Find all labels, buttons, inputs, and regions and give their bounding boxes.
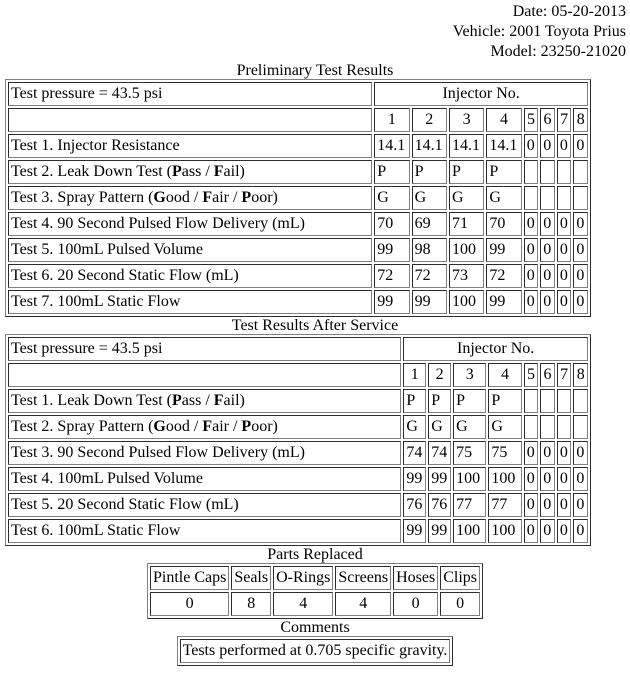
test-value-cell: 0 <box>524 212 539 236</box>
table-row <box>8 212 588 236</box>
injector-number: 6 <box>540 108 555 132</box>
test-value-cell: 0 <box>540 290 555 314</box>
test-label <box>8 160 372 184</box>
test-value-cell: 0 <box>573 290 588 314</box>
test-value-cell: 100 <box>453 519 486 543</box>
test-value-cell: P <box>449 160 484 184</box>
parts-replaced-table <box>147 563 483 619</box>
test-label-part: G <box>153 418 166 435</box>
injector-number: 8 <box>573 363 588 387</box>
injector-number: 3 <box>453 363 486 387</box>
injector-number: 4 <box>486 108 521 132</box>
test-value-cell: 0 <box>573 238 588 262</box>
test-pressure-cell: Test pressure = 43.5 psi <box>8 82 372 106</box>
comments-table <box>177 636 454 666</box>
injector-number: 4 <box>488 363 521 387</box>
test-value-cell: 0 <box>524 441 539 465</box>
part-name: O-Rings <box>273 566 333 590</box>
test-value-cell: 72 <box>486 264 521 288</box>
injector-header-cell: Injector No. <box>403 337 588 361</box>
test-value-cell: 100 <box>449 238 484 262</box>
test-value-cell: 71 <box>449 212 484 236</box>
test-label-part: oor) <box>251 189 278 206</box>
test-label-part: F <box>202 189 213 206</box>
test-label <box>8 186 372 210</box>
preliminary-injector-numbers-row <box>8 108 588 132</box>
test-value-cell: P <box>488 389 521 413</box>
test-value-cell: 73 <box>449 264 484 288</box>
test-value-cell: 99 <box>428 519 451 543</box>
test-value-cell <box>540 389 555 413</box>
test-value-cell: 75 <box>488 441 521 465</box>
test-label-part: Test 2. Leak Down Test ( <box>11 163 172 180</box>
test-value-cell: 14.1 <box>374 134 409 158</box>
test-value-cell <box>557 415 572 439</box>
test-label <box>8 415 401 439</box>
test-value-cell: 0 <box>557 134 572 158</box>
test-label-part: P <box>171 392 182 409</box>
test-label: Test 6. 100mL Static Flow <box>8 519 401 543</box>
test-value-cell <box>540 186 555 210</box>
report-date: Date: 05-20-2013 <box>512 3 626 20</box>
test-label-part: P <box>241 189 252 206</box>
test-label: Test 4. 100mL Pulsed Volume <box>8 467 401 491</box>
test-value-cell: 0 <box>557 519 572 543</box>
after-injector-numbers-row <box>8 363 588 387</box>
report-header <box>0 0 630 62</box>
after-service-table <box>5 334 591 546</box>
test-label: Test 5. 100mL Pulsed Volume <box>8 238 372 262</box>
preliminary-pressure-row <box>8 82 588 106</box>
injector-number: 1 <box>403 363 426 387</box>
test-value-cell: 14.1 <box>486 134 521 158</box>
test-value-cell: P <box>453 389 486 413</box>
test-value-cell: 0 <box>557 493 572 517</box>
test-value-cell: 99 <box>428 467 451 491</box>
table-row <box>8 264 588 288</box>
table-row <box>8 389 588 413</box>
test-value-cell: G <box>453 415 486 439</box>
test-value-cell <box>573 389 588 413</box>
part-name: Screens <box>335 566 391 590</box>
report-model: Model: 23250-21020 <box>490 43 626 60</box>
test-label-part: Test 1. Leak Down Test ( <box>11 392 172 409</box>
injector-number: 5 <box>524 108 539 132</box>
test-value-cell: 0 <box>540 212 555 236</box>
test-label-part: ood / <box>165 418 203 435</box>
test-label-part: F <box>202 418 213 435</box>
test-value-cell: G <box>412 186 447 210</box>
test-value-cell: 0 <box>573 134 588 158</box>
test-value-cell: 99 <box>486 290 521 314</box>
test-value-cell: 72 <box>412 264 447 288</box>
test-value-cell: G <box>403 415 426 439</box>
injector-number: 5 <box>524 363 539 387</box>
test-value-cell: 77 <box>453 493 486 517</box>
test-value-cell: 0 <box>573 212 588 236</box>
table-row <box>8 493 588 517</box>
test-value-cell: 0 <box>573 264 588 288</box>
test-label-part: F <box>213 392 224 409</box>
test-value-cell <box>557 186 572 210</box>
test-value-cell: 0 <box>540 134 555 158</box>
test-label-part: ail) <box>223 392 245 409</box>
preliminary-caption: Preliminary Test Results <box>236 62 394 79</box>
test-value-cell: 74 <box>403 441 426 465</box>
test-value-cell: G <box>374 186 409 210</box>
table-row <box>8 160 588 184</box>
parts-header-row <box>150 566 480 590</box>
test-value-cell: 0 <box>557 212 572 236</box>
test-value-cell: P <box>428 389 451 413</box>
blank-cell <box>8 363 401 387</box>
part-count: 4 <box>335 592 391 616</box>
test-value-cell <box>540 160 555 184</box>
test-value-cell: 0 <box>540 238 555 262</box>
test-label-part: Test 3. Spray Pattern ( <box>11 189 154 206</box>
test-value-cell: 99 <box>412 290 447 314</box>
part-count: 0 <box>150 592 229 616</box>
test-value-cell: 0 <box>573 493 588 517</box>
test-value-cell: P <box>412 160 447 184</box>
test-value-cell: 100 <box>449 290 484 314</box>
test-value-cell: 0 <box>573 467 588 491</box>
table-row <box>8 134 588 158</box>
test-value-cell: 74 <box>428 441 451 465</box>
test-label: Test 6. 20 Second Static Flow (mL) <box>8 264 372 288</box>
test-value-cell: 99 <box>486 238 521 262</box>
test-value-cell: 77 <box>488 493 521 517</box>
report-vehicle: Vehicle: 2001 Toyota Prius <box>452 23 626 40</box>
test-label-part: ass / <box>181 163 214 180</box>
preliminary-table <box>5 79 591 317</box>
test-value-cell: G <box>488 415 521 439</box>
test-value-cell: 0 <box>524 238 539 262</box>
test-label: Test 4. 90 Second Pulsed Flow Delivery (mL) <box>8 212 372 236</box>
injector-number: 7 <box>557 363 572 387</box>
table-row <box>8 415 588 439</box>
part-count: 0 <box>393 592 438 616</box>
parts-values-row <box>150 592 480 616</box>
test-label-part: air / <box>212 418 242 435</box>
test-value-cell: 99 <box>374 238 409 262</box>
test-value-cell: 99 <box>403 519 426 543</box>
table-row <box>8 186 588 210</box>
test-value-cell: 0 <box>557 264 572 288</box>
table-row <box>8 238 588 262</box>
test-value-cell: 0 <box>557 290 572 314</box>
test-label-part: G <box>153 189 166 206</box>
comments-text: Tests performed at 0.705 specific gravity. <box>180 639 451 663</box>
table-row <box>8 467 588 491</box>
test-value-cell: P <box>486 160 521 184</box>
test-value-cell: 100 <box>488 519 521 543</box>
test-pressure-cell: Test pressure = 43.5 psi <box>8 337 401 361</box>
test-value-cell: P <box>374 160 409 184</box>
test-value-cell <box>540 415 555 439</box>
injector-number: 7 <box>557 108 572 132</box>
test-value-cell: 75 <box>453 441 486 465</box>
part-name: Seals <box>231 566 271 590</box>
injector-number: 3 <box>449 108 484 132</box>
test-value-cell: 76 <box>403 493 426 517</box>
test-value-cell: 70 <box>486 212 521 236</box>
test-value-cell: 0 <box>540 493 555 517</box>
injector-number: 2 <box>428 363 451 387</box>
test-value-cell: 0 <box>573 441 588 465</box>
blank-cell <box>8 108 372 132</box>
test-label-part: oor) <box>251 418 278 435</box>
test-value-cell: 0 <box>540 264 555 288</box>
test-value-cell: 0 <box>573 519 588 543</box>
test-value-cell: 0 <box>540 467 555 491</box>
test-value-cell <box>573 160 588 184</box>
parts-caption: Parts Replaced <box>267 546 363 563</box>
test-label-part: ass / <box>181 392 214 409</box>
test-value-cell <box>524 160 539 184</box>
test-value-cell: 0 <box>524 134 539 158</box>
test-value-cell: 0 <box>524 519 539 543</box>
injector-number: 1 <box>374 108 409 132</box>
test-value-cell: 0 <box>524 290 539 314</box>
test-value-cell: 72 <box>374 264 409 288</box>
test-value-cell: 0 <box>524 467 539 491</box>
test-value-cell <box>524 415 539 439</box>
injector-number: 8 <box>573 108 588 132</box>
test-value-cell: P <box>403 389 426 413</box>
test-label-part: ood / <box>165 189 203 206</box>
test-value-cell: 0 <box>524 264 539 288</box>
test-label: Test 5. 20 Second Static Flow (mL) <box>8 493 401 517</box>
test-value-cell: 0 <box>524 493 539 517</box>
test-value-cell <box>557 160 572 184</box>
test-value-cell: 98 <box>412 238 447 262</box>
test-value-cell: 99 <box>374 290 409 314</box>
test-value-cell: 0 <box>557 467 572 491</box>
table-row <box>8 441 588 465</box>
test-value-cell <box>573 415 588 439</box>
test-value-cell: 0 <box>557 441 572 465</box>
test-label <box>8 389 401 413</box>
test-label: Test 3. 90 Second Pulsed Flow Delivery (mL) <box>8 441 401 465</box>
test-value-cell <box>557 389 572 413</box>
test-value-cell: 100 <box>488 467 521 491</box>
part-count: 4 <box>273 592 333 616</box>
after-pressure-row <box>8 337 588 361</box>
table-row <box>8 290 588 314</box>
test-value-cell: G <box>449 186 484 210</box>
test-value-cell: 14.1 <box>449 134 484 158</box>
table-row <box>8 519 588 543</box>
part-name: Pintle Caps <box>150 566 229 590</box>
test-value-cell: 0 <box>540 441 555 465</box>
test-value-cell: 0 <box>540 519 555 543</box>
part-name: Hoses <box>393 566 438 590</box>
test-label-part: P <box>241 418 252 435</box>
test-value-cell <box>524 186 539 210</box>
injector-number: 2 <box>412 108 447 132</box>
test-value-cell: 0 <box>557 238 572 262</box>
test-label: Test 1. Injector Resistance <box>8 134 372 158</box>
test-label-part: ail) <box>223 163 245 180</box>
test-value-cell: 76 <box>428 493 451 517</box>
test-value-cell: 69 <box>412 212 447 236</box>
test-value-cell: G <box>428 415 451 439</box>
test-label-part: P <box>171 163 182 180</box>
part-count: 8 <box>231 592 271 616</box>
after-caption: Test Results After Service <box>231 317 399 334</box>
test-label: Test 7. 100mL Static Flow <box>8 290 372 314</box>
test-value-cell: 99 <box>403 467 426 491</box>
test-value-cell: 70 <box>374 212 409 236</box>
test-label-part: F <box>213 163 224 180</box>
injector-header-cell: Injector No. <box>374 82 588 106</box>
part-count: 0 <box>440 592 480 616</box>
injector-number: 6 <box>540 363 555 387</box>
test-value-cell: G <box>486 186 521 210</box>
test-value-cell <box>524 389 539 413</box>
comments-caption: Comments <box>280 619 350 636</box>
test-value-cell: 14.1 <box>412 134 447 158</box>
test-label-part: Test 2. Spray Pattern ( <box>11 418 154 435</box>
part-name: Clips <box>440 566 480 590</box>
comments-row <box>180 639 451 663</box>
test-label-part: air / <box>212 189 242 206</box>
test-value-cell: 100 <box>453 467 486 491</box>
test-value-cell <box>573 186 588 210</box>
